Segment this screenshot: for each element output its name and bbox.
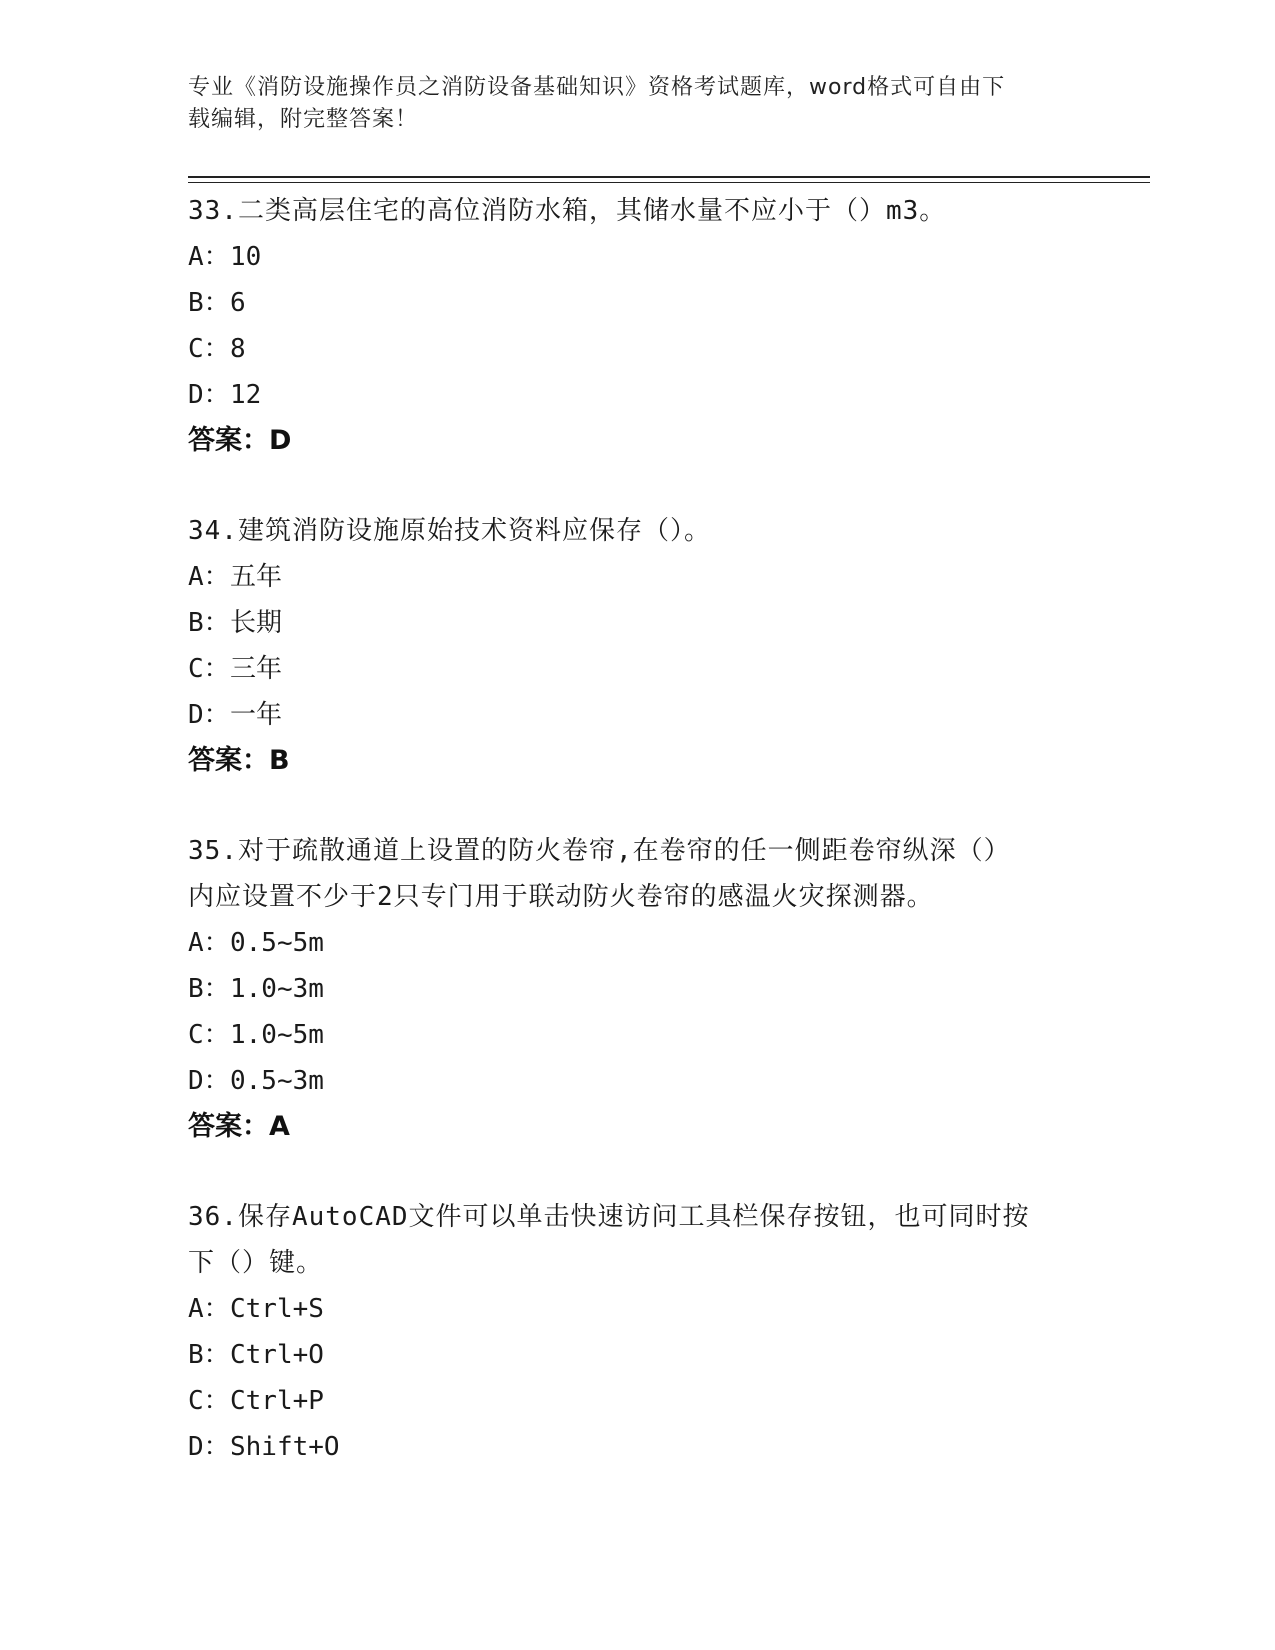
answer-key: 答案：D <box>188 425 292 456</box>
header-divider-thin <box>188 182 1150 183</box>
option-letter: C： <box>188 334 230 364</box>
question-block <box>188 188 1088 464</box>
option-text: Ctrl+S <box>230 1294 324 1324</box>
option-letter: A： <box>188 562 230 592</box>
question-text: 34.建筑消防设施原始技术资料应保存（）。 <box>188 516 711 546</box>
option-letter: D： <box>188 1432 230 1462</box>
option-letter: C： <box>188 1386 230 1416</box>
option-letter: B： <box>188 288 230 318</box>
header-line-2: 载编辑，附完整答案！ <box>188 107 419 132</box>
question-text: 下（）键。 <box>188 1248 324 1278</box>
option-letter: D： <box>188 1066 230 1096</box>
question-text: 36.保存AutoCAD文件可以单击快速访问工具栏保存按钮，也可同时按 <box>188 1202 1030 1232</box>
answer-option <box>188 1378 1088 1424</box>
option-letter: A： <box>188 928 230 958</box>
option-text: 长期 <box>230 608 283 638</box>
option-letter: D： <box>188 700 230 730</box>
answer-option <box>188 692 1088 738</box>
option-text: 三年 <box>230 654 283 684</box>
answer-key: 答案：A <box>188 1111 290 1142</box>
option-text: 0.5~5m <box>230 928 324 958</box>
answer-option <box>188 326 1088 372</box>
answer-option <box>188 920 1088 966</box>
answer-option <box>188 372 1088 418</box>
option-letter: B： <box>188 608 230 638</box>
option-letter: C： <box>188 1020 230 1050</box>
option-text: 五年 <box>230 562 283 592</box>
answer-option <box>188 1424 1088 1470</box>
answer-option <box>188 600 1088 646</box>
header-line-1: 专业《消防设施操作员之消防设备基础知识》资格考试题库，word格式可自由下 <box>188 75 1006 100</box>
option-letter: B： <box>188 974 230 1004</box>
option-text: 1.0~5m <box>230 1020 324 1050</box>
answer-option <box>188 1286 1088 1332</box>
answer-option <box>188 234 1088 280</box>
header-divider-thick <box>188 176 1150 178</box>
answer-option <box>188 966 1088 1012</box>
option-letter: A： <box>188 1294 230 1324</box>
option-text: 0.5~3m <box>230 1066 324 1096</box>
answer-option <box>188 646 1088 692</box>
option-letter: B： <box>188 1340 230 1370</box>
option-text: 12 <box>230 380 262 410</box>
option-text: Ctrl+O <box>230 1340 324 1370</box>
option-text: Shift+O <box>230 1432 340 1462</box>
question-text: 内应设置不少于2只专门用于联动防火卷帘的感温火灾探测器。 <box>188 882 934 912</box>
question-block <box>188 828 1088 1150</box>
option-text: 6 <box>230 288 246 318</box>
question-text: 35.对于疏散通道上设置的防火卷帘,在卷帘的任一侧距卷帘纵深（） <box>188 836 1011 866</box>
option-text: 10 <box>230 242 262 272</box>
answer-option <box>188 1012 1088 1058</box>
option-text: 一年 <box>230 700 283 730</box>
option-text: 1.0~3m <box>230 974 324 1004</box>
answer-key: 答案：B <box>188 745 290 776</box>
answer-option <box>188 1332 1088 1378</box>
option-text: Ctrl+P <box>230 1386 324 1416</box>
option-letter: C： <box>188 654 230 684</box>
option-letter: A： <box>188 242 230 272</box>
question-block <box>188 508 1088 784</box>
option-text: 8 <box>230 334 246 364</box>
document-header <box>188 72 1068 136</box>
answer-option <box>188 554 1088 600</box>
option-letter: D： <box>188 380 230 410</box>
question-list <box>188 188 1088 1514</box>
answer-option <box>188 280 1088 326</box>
answer-option <box>188 1058 1088 1104</box>
question-text: 33.二类高层住宅的高位消防水箱，其储水量不应小于（）m3。 <box>188 196 947 226</box>
question-block <box>188 1194 1088 1470</box>
